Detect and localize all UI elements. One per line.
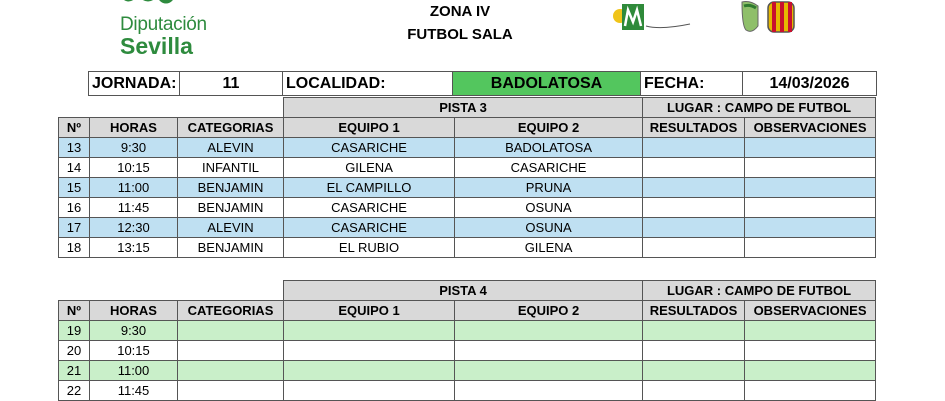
pista-4-name: PISTA 4: [284, 281, 643, 301]
match-observation: [745, 178, 876, 198]
match-observation: [745, 138, 876, 158]
col-header-horas: HORAS: [90, 118, 178, 138]
col-header-num: Nº: [59, 301, 90, 321]
match-category: BENJAMIN: [178, 198, 284, 218]
match-team1: [284, 341, 455, 361]
match-hour: 10:15: [90, 158, 178, 178]
match-number: 19: [59, 321, 90, 341]
pista-4-spacer: [59, 281, 284, 301]
col-header-observaciones: OBSERVACIONES: [745, 301, 876, 321]
match-hour: 10:15: [90, 341, 178, 361]
col-header-equipo1: EQUIPO 1: [284, 301, 455, 321]
match-hour: 11:00: [90, 361, 178, 381]
pista-3-table: [58, 97, 876, 258]
table-row: [59, 361, 876, 381]
match-number: 18: [59, 238, 90, 258]
col-header-horas: HORAS: [90, 301, 178, 321]
match-team1: CASARICHE: [284, 218, 455, 238]
match-team1: EL RUBIO: [284, 238, 455, 258]
match-observation: [745, 361, 876, 381]
table-row: [59, 238, 876, 258]
match-observation: [745, 158, 876, 178]
col-header-observaciones: OBSERVACIONES: [745, 118, 876, 138]
match-result: [643, 198, 745, 218]
table-row: [59, 218, 876, 238]
match-observation: [745, 341, 876, 361]
table-row: [59, 158, 876, 178]
match-team2: BADOLATOSA: [455, 138, 643, 158]
match-category: INFANTIL: [178, 158, 284, 178]
match-result: [643, 238, 745, 258]
match-category: BENJAMIN: [178, 238, 284, 258]
logo-name: Sevilla: [120, 33, 193, 59]
match-category: ALEVIN: [178, 138, 284, 158]
match-category: BENJAMIN: [178, 178, 284, 198]
match-team2: [455, 361, 643, 381]
match-team1: CASARICHE: [284, 198, 455, 218]
match-team2: GILENA: [455, 238, 643, 258]
col-header-equipo2: EQUIPO 2: [455, 301, 643, 321]
match-hour: 9:30: [90, 321, 178, 341]
pista-3-lugar: LUGAR : CAMPO DE FUTBOL: [643, 98, 876, 118]
match-team2: [455, 381, 643, 401]
zone-title: ZONA IV: [429, 3, 491, 20]
match-result: [643, 178, 745, 198]
match-team1: GILENA: [284, 158, 455, 178]
match-category: [178, 341, 284, 361]
match-team1: [284, 381, 455, 401]
pista-3-name: PISTA 3: [284, 98, 643, 118]
match-category: [178, 321, 284, 341]
pista-4-table: [58, 280, 876, 401]
match-team2: OSUNA: [455, 218, 643, 238]
fecha-label: FECHA:: [641, 72, 743, 96]
match-result: [643, 138, 745, 158]
match-number: 22: [59, 381, 90, 401]
match-result: [643, 321, 745, 341]
match-hour: 11:45: [90, 198, 178, 218]
match-hour: 12:30: [90, 218, 178, 238]
col-header-equipo2: EQUIPO 2: [455, 118, 643, 138]
movement-logo-icon: [606, 0, 696, 36]
badolatosa-shield-logo: [740, 0, 798, 36]
table-row: [59, 341, 876, 361]
pista-4-lugar: LUGAR : CAMPO DE FUTBOL: [643, 281, 876, 301]
shield-icon: [740, 0, 798, 36]
match-category: [178, 361, 284, 381]
match-result: [643, 158, 745, 178]
col-header-equipo1: EQUIPO 1: [284, 118, 455, 138]
table-row: [59, 381, 876, 401]
match-team2: [455, 321, 643, 341]
match-team1: [284, 361, 455, 381]
match-result: [643, 381, 745, 401]
match-hour: 13:15: [90, 238, 178, 258]
pista-3-spacer: [59, 98, 284, 118]
jornada-info-table: [88, 71, 877, 96]
table-row: [59, 138, 876, 158]
match-team2: [455, 341, 643, 361]
match-team1: CASARICHE: [284, 138, 455, 158]
match-observation: [745, 321, 876, 341]
table-row: [59, 198, 876, 218]
match-number: 14: [59, 158, 90, 178]
col-header-categorias: CATEGORIAS: [178, 301, 284, 321]
col-header-resultados: RESULTADOS: [643, 118, 745, 138]
col-header-categorias: CATEGORIAS: [178, 118, 284, 138]
match-number: 21: [59, 361, 90, 381]
table-row: [59, 321, 876, 341]
provincia-movimiento-logo: [606, 0, 696, 36]
logo-mark-icon: [120, 0, 180, 10]
diputacion-sevilla-logo: [118, 0, 218, 58]
match-number: 17: [59, 218, 90, 238]
match-team2: OSUNA: [455, 198, 643, 218]
match-number: 13: [59, 138, 90, 158]
match-result: [643, 218, 745, 238]
table-row: [59, 178, 876, 198]
sport-title: FUTBOL SALA: [407, 26, 513, 43]
localidad-value: BADOLATOSA: [453, 72, 641, 96]
match-observation: [745, 381, 876, 401]
match-team2: CASARICHE: [455, 158, 643, 178]
match-hour: 11:45: [90, 381, 178, 401]
match-number: 20: [59, 341, 90, 361]
jornada-label: JORNADA:: [89, 72, 180, 96]
fecha-value: 14/03/2026: [743, 72, 877, 96]
match-category: ALEVIN: [178, 218, 284, 238]
jornada-value: 11: [180, 72, 283, 96]
match-hour: 9:30: [90, 138, 178, 158]
col-header-num: Nº: [59, 118, 90, 138]
match-team1: EL CAMPILLO: [284, 178, 455, 198]
match-observation: [745, 238, 876, 258]
match-result: [643, 361, 745, 381]
match-number: 15: [59, 178, 90, 198]
match-observation: [745, 218, 876, 238]
col-header-resultados: RESULTADOS: [643, 301, 745, 321]
match-result: [643, 341, 745, 361]
match-number: 16: [59, 198, 90, 218]
match-team1: [284, 321, 455, 341]
match-observation: [745, 198, 876, 218]
localidad-label: LOCALIDAD:: [283, 72, 453, 96]
match-hour: 11:00: [90, 178, 178, 198]
match-category: [178, 381, 284, 401]
logo-word: Diputación: [120, 14, 207, 35]
match-team2: PRUNA: [455, 178, 643, 198]
